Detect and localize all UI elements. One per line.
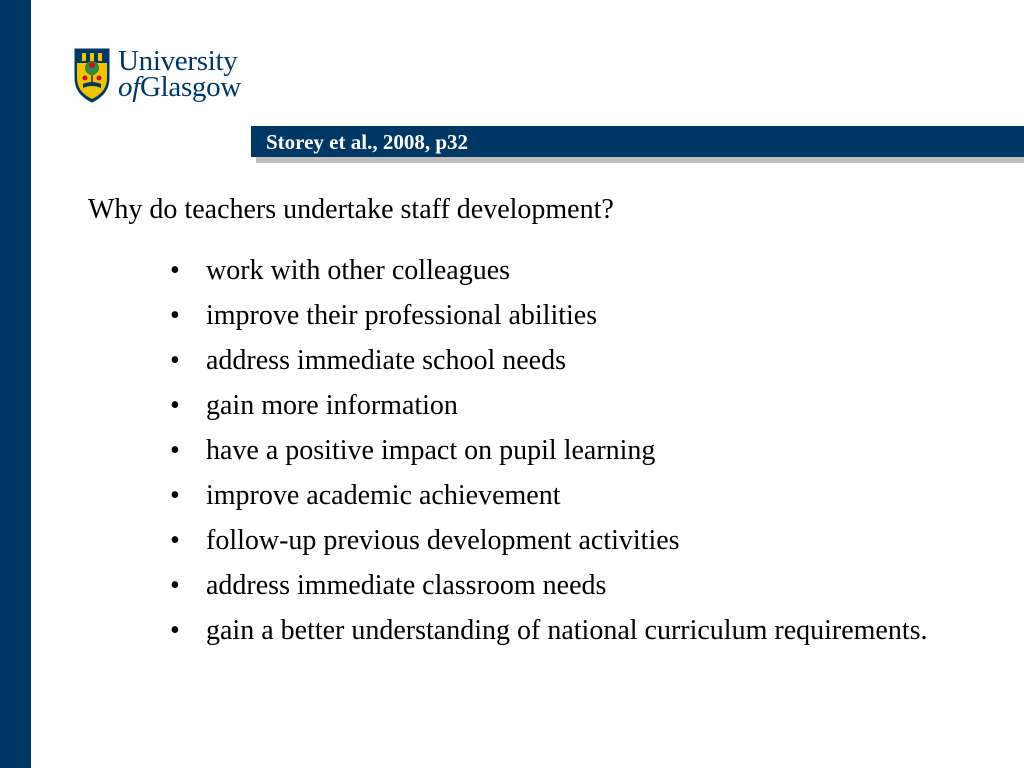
- list-item: [170, 388, 930, 423]
- wordmark-of-glasgow: [118, 72, 241, 102]
- list-item-text: address immediate school needs: [206, 345, 567, 376]
- list-item-text: improve academic achievement: [206, 480, 561, 511]
- university-wordmark: [118, 45, 258, 104]
- list-item-text: follow-up previous development activities: [206, 525, 680, 556]
- list-item-text: work with other colleagues: [206, 255, 511, 286]
- list-item: [170, 298, 930, 333]
- list-item-text: have a positive impact on pupil learning: [206, 435, 656, 466]
- bullet-icon: •: [170, 390, 180, 421]
- bullet-icon: •: [170, 570, 180, 601]
- slide-heading: Why do teachers undertake staff development?: [88, 194, 614, 225]
- bullet-icon: •: [170, 300, 180, 331]
- list-item-text: address immediate classroom needs: [206, 570, 607, 601]
- list-item: [170, 253, 930, 288]
- bullet-icon: •: [170, 255, 180, 286]
- reference-bar: [251, 126, 1024, 157]
- wordmark-university: University: [118, 45, 238, 77]
- list-item: [170, 343, 930, 378]
- list-item-text: improve their professional abilities: [206, 300, 598, 331]
- university-logo: [74, 45, 254, 106]
- bullet-icon: •: [170, 435, 180, 466]
- reasons-list: [170, 253, 930, 658]
- list-item-text: gain a better understanding of national curriculum requirements.: [206, 615, 928, 646]
- list-item: [170, 523, 930, 558]
- list-item: [170, 478, 930, 513]
- bullet-icon: •: [170, 615, 180, 646]
- list-item: [170, 433, 930, 468]
- bullet-icon: •: [170, 480, 180, 511]
- left-accent-bar: [0, 0, 31, 768]
- bullet-icon: •: [170, 345, 180, 376]
- wordmark-glasgow: Glasgow: [139, 71, 241, 103]
- list-item: [170, 568, 930, 603]
- reference-citation: Storey et al., 2008, p32: [266, 130, 469, 154]
- list-item-text: gain more information: [206, 390, 458, 421]
- university-crest-icon: [74, 48, 110, 104]
- wordmark-of: of: [118, 71, 140, 103]
- list-item: [170, 613, 930, 648]
- bullet-icon: •: [170, 525, 180, 556]
